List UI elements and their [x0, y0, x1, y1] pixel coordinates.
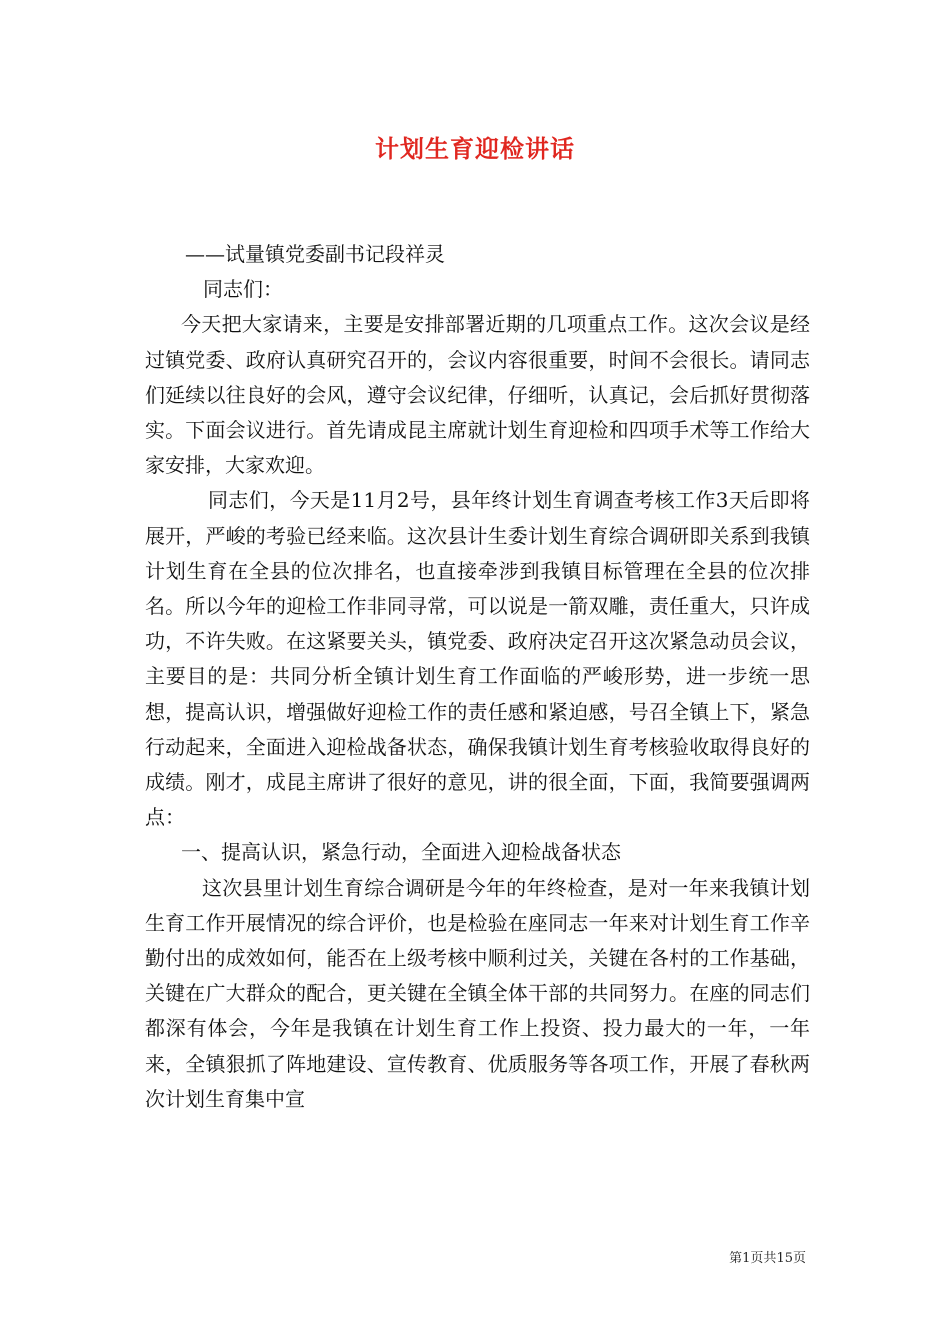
section-heading: 一、提高认识，紧急行动，全面进入迎检战备状态	[181, 840, 621, 865]
document-body	[145, 237, 810, 1117]
byline: ——试量镇党委副书记段祥灵	[185, 242, 445, 266]
footer-current-page: 1	[742, 1251, 751, 1266]
footer-suffix: 页	[792, 1251, 806, 1266]
page-footer	[729, 1250, 806, 1268]
document-title: 计划生育迎检讲话	[375, 134, 575, 163]
footer-middle: 页共	[750, 1251, 777, 1266]
salutation: 同志们：	[203, 277, 283, 302]
paragraph: 今天把大家请来，主要是安排部署近期的几项重点工作。这次会议是经过镇党委、政府认真研究召开的，会议内容很重要，时间不会很长。请同志们延续以往良好的会风，遵守会议纪律，仔细听，认真记，会后抓好贯彻落实。下面会议进行。首先请成昆主席就计划生育迎检和四项手术等工作给大家安排，大家欢迎。	[145, 312, 810, 478]
footer-prefix: 第	[729, 1251, 743, 1266]
paragraph: 同志们，今天是11月2号，县年终计划生育调查考核工作3天后即将展开，严峻的考验已经来临。这次县计生委计划生育综合调研即关系到我镇计划生育在全县的位次排名，也直接牵涉到我镇目标管理在全县的位次排名。所以今年的迎检工作非同寻常，可以说是一箭双雕，责任重大，只许成功，不许失败。在这紧要关头，镇党委、政府决定召开这次紧急动员会议，主要目的是：共同分析全镇计划生育工作面临的严峻形势，进一步统一思想，提高认识，增强做好迎检工作的责任感和紧迫感，号召全镇上下，紧急行动起来，全面进入迎检战备状态，确保我镇计划生育考核验收取得良好的成绩。刚才，成昆主席讲了很好的意见，讲的很全面，下面，我简要强调两点：	[145, 488, 810, 830]
paragraph: 这次县里计划生育综合调研是今年的年终检查，是对一年来我镇计划生育工作开展情况的综合评价，也是检验在座同志一年来对计划生育工作辛勤付出的成效如何，能否在上级考核中顺利过关，关键在各村的工作基础，关键在广大群众的配合，更关键在全镇全体干部的共同努力。在座的同志们都深有体会，今年是我镇在计划生育工作上投资、投力最大的一年，一年来，全镇狠抓了阵地建设、宣传教育、优质服务等各项工作，开展了春秋两次计划生育集中宣	[145, 875, 810, 1111]
footer-total-pages: 15	[776, 1251, 793, 1266]
